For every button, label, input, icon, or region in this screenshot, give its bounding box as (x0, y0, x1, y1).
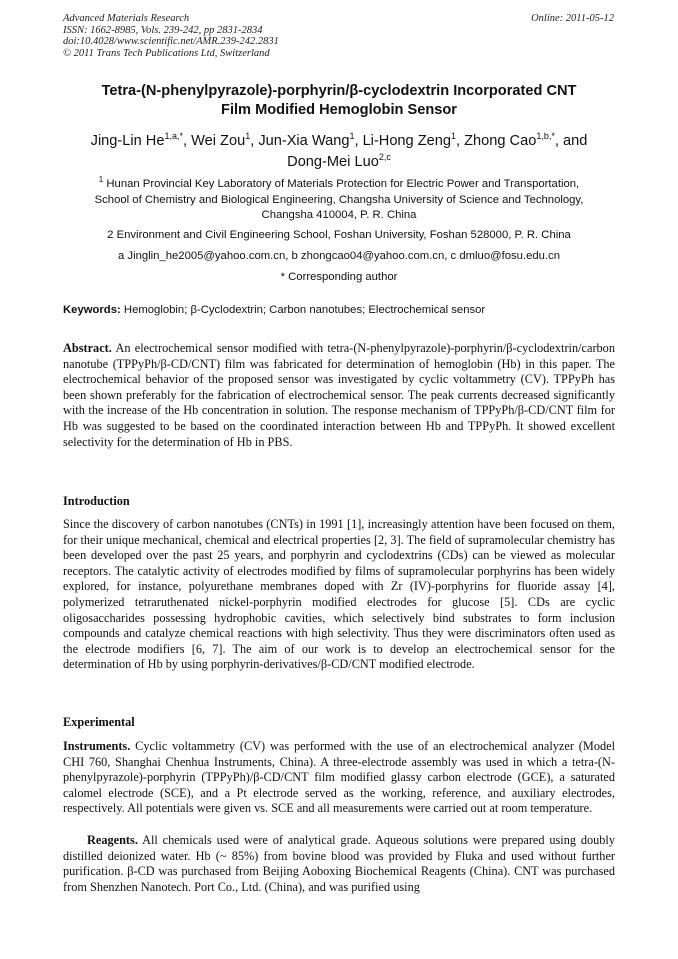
author-name: Zhong Cao (464, 133, 537, 149)
journal-issn: ISSN: 1662-8985, Vols. 239-242, pp 2831-2834 (63, 24, 263, 36)
author-name: Jun-Xia Wang (258, 133, 350, 149)
journal-copyright: © 2011 Trans Tech Publications Ltd, Switzerland (63, 47, 270, 59)
affiliation-line: Hunan Provincial Key Laboratory of Materials Protection for Electric Power and Transportation, (106, 178, 580, 190)
abstract-label: Abstract. (63, 341, 112, 355)
affiliation-line: School of Chemistry and Biological Engineering, Changsha University of Science and Technology, (94, 193, 584, 206)
instruments-paragraph (63, 739, 615, 817)
reagents-text: All chemicals used were of analytical grade. Aqueous solutions were prepared using doubly distilled deionized water. Hb (~ 85%) from bovine blood was provided by Fluka and used without further purification. β-CD was purchased from Beijing Aoboxing Biochemical Reagents (China). CNT was purchased from Shenzhen Nanotech. Port Co., Ltd. (China), and was purified using (63, 833, 615, 894)
author-emails: a Jinglin_he2005@yahoo.com.cn, b zhongcao04@yahoo.com.cn, c dmluo@fosu.edu.cn (118, 250, 560, 262)
introduction-text: Since the discovery of carbon nanotubes (CNTs) in 1991 [1], increasingly attention have been focused on them, for their unique mechanical, chemical and electrical properties [2, 3]. The field of supramolecular chemistry has been developed over the past 25 years, and porphyrin and cyclodextrins (CDs) can be viewed as molecular receptors. The catalytic activity of electrodes modified by films of supramolecular porphyrins has been widely explored, for instance, polyurethane membranes doped with Zr (IV)-porphyrins for fluoride assay [4], polymerized tetraruthenated nickel-porphyrin modified electrodes for glucose [5]. CDs are cyclic oligosaccharides possessing hydrophobic cavities, which selectively bind substrates to form inclusion compounds and catalyze chemical reactions with high selectivity. Thus they were discriminators often used as the electrode modifiers [6, 7]. The aim of our work is to develop an electrochemical sensor for the determination of Hb by using porphyrin-derivatives/β-CD/CNT modified electrode. (63, 517, 615, 672)
author-affiliation-mark: 1 (349, 131, 355, 141)
author-line-1: Jing-Lin $He^{1,a,*}$, Wei Zou$^1$, Jun-Xia Wang$^1$, Li-Hong Zeng$^1$, Zhong Cao$^{1,b,*}$, and (90, 131, 588, 149)
online-date: Online: 2011-05-12 (531, 13, 614, 24)
journal-name: Advanced Materials Research (63, 13, 190, 24)
author-affiliation-mark: 1,a, (164, 131, 180, 141)
title-line-1: Tetra-(N-phenylpyrazole)-porphyrin/β-cyclodextrin Incorporated CNT (101, 83, 577, 99)
author-line-2 (40, 152, 638, 173)
reagents-label: Reagents. (87, 833, 138, 847)
author-affiliation-mark: 2,c (378, 152, 391, 162)
author-affiliation-mark: 1 (451, 131, 457, 141)
affiliation-1 (40, 177, 638, 224)
instruments-label: Instruments. (63, 739, 131, 753)
affiliation-number: 1 (98, 175, 104, 184)
keywords-text: Hemoglobin; β-Cyclodextrin; Carbon nanotubes; Electrochemical sensor (123, 304, 486, 316)
author-name: Dong-Mei Luo (287, 154, 379, 170)
journal-header (63, 13, 279, 59)
author-name: Li-Hong Zeng (362, 133, 451, 149)
author-list (40, 131, 638, 173)
author-name: Jing-Lin He (90, 133, 165, 149)
paper-title (60, 82, 618, 120)
title-line-2: Film Modified Hemoglobin Sensor (221, 102, 457, 118)
affiliation-2: 2 Environment and Civil Engineering School, Foshan University, Foshan 528000, P. R. China (107, 229, 571, 241)
author-conjunction: and (562, 133, 588, 149)
affiliation-line: Changsha 410004, P. R. China (261, 209, 417, 221)
instruments-text: Cyclic voltammetry (CV) was performed with the use of an electrochemical analyzer (Model CHI 760, Shanghai Chenhua Instruments, China). A three-electrode assembly was used in which a tetra-(N-phenylpyrazole)-porphyrin (TPPyPh)/β-CD/CNT film modified glassy carbon electrode (GCE), a saturated calomel electrode (SCE), and a Pt electrode served as the working, reference, and auxiliary electrodes, respectively. All potentials were given vs. SCE and all measurements were carried out at room temperature. (63, 739, 615, 816)
author-name: Wei Zou (191, 133, 246, 149)
keywords-label: Keywords: (63, 304, 121, 316)
journal-doi: doi:10.4028/www.scientific.net/AMR.239-242.2831 (63, 36, 279, 48)
author-affiliation-mark: 1,b, (536, 131, 552, 141)
author-affiliation-mark: 1 (245, 131, 251, 141)
abstract-text: An electrochemical sensor modified with tetra-(N-phenylpyrazole)-porphyrin/β-cyclodextrin/carbon nanotube (TPPyPh/β-CD/CNT) film was fabricated for determination of hemoglobin (Hb) in this paper. The electrochemical behavior of the proposed sensor was investigated by cyclic voltammetry (CV). TPPyPh has been shown preferably for the fabrication of electrochemical sensor. The peak currents decreased significantly with the increase of the Hb concentration in solution. The response mechanism of TPPyPh/β-CD/CNT film for Hb was suggested to be based on the coordinated interaction between Hb and TPPyPh. It showed excellent selectivity for the determination of Hb in PBS. (63, 341, 615, 449)
abstract (63, 341, 615, 450)
section-heading-experimental: Experimental (63, 715, 135, 729)
keywords (63, 303, 615, 318)
reagents-paragraph (63, 833, 615, 895)
section-heading-introduction: Introduction (63, 494, 130, 508)
corresponding-author-note: * Corresponding author (280, 271, 398, 283)
